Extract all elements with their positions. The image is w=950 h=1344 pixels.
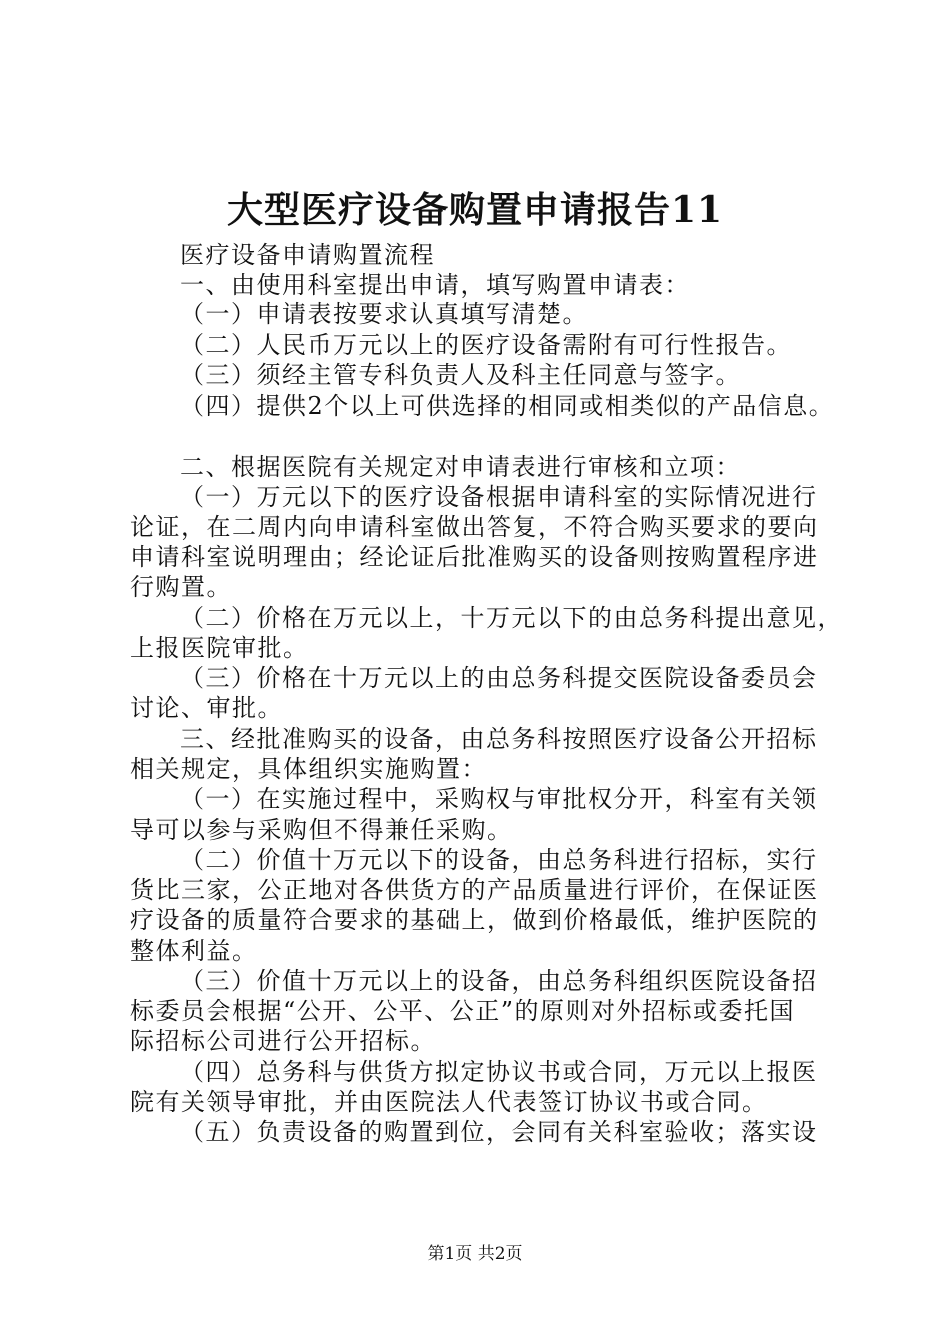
paragraph-line: 院有关领导审批，并由医院法人代表签订协议书或合同。 xyxy=(130,1088,768,1116)
paragraph-line: （一）万元以下的医疗设备根据申请科室的实际情况进行 xyxy=(180,483,818,511)
paragraph-line: 一、由使用科室提出申请，填写购置申请表： xyxy=(180,271,690,299)
paragraph-line: （二）价格在万元以上，十万元以下的由总务科提出意见， xyxy=(180,604,843,632)
paragraph-line: 论证，在二周内向申请科室做出答复，不符合购买要求的要向 xyxy=(130,513,819,541)
document-title: 大型医疗设备购置申请报告11 xyxy=(226,189,724,231)
paragraph-line: （三）价格在十万元以上的由总务科提交医院设备委员会 xyxy=(180,664,818,692)
paragraph-line: （三）价值十万元以上的设备，由总务科组织医院设备招 xyxy=(180,967,818,995)
paragraph-line: （四）总务科与供货方拟定协议书或合同，万元以上报医 xyxy=(180,1058,818,1086)
page-number: 第1页 共2页 xyxy=(427,1244,523,1264)
paragraph-line: 申请科室说明理由；经论证后批准购买的设备则按购置程序进 xyxy=(130,543,819,571)
paragraph-line: 标委员会根据“公开、公平、公正”的原则对外招标或委托国 xyxy=(130,997,796,1025)
paragraph-line: （一）申请表按要求认真填写清楚。 xyxy=(180,300,588,328)
paragraph-line: 二、根据医院有关规定对申请表进行审核和立项： xyxy=(180,453,741,481)
paragraph-line: 际招标公司进行公开招标。 xyxy=(130,1027,436,1055)
paragraph-line: 整体利益。 xyxy=(130,937,258,965)
paragraph-line: 讨论、审批。 xyxy=(130,694,283,722)
paragraph-line: 相关规定，具体组织实施购置： xyxy=(130,755,487,783)
paragraph-line: 行购置。 xyxy=(130,573,232,601)
paragraph-line: 上报医院审批。 xyxy=(130,634,309,662)
paragraph-line: 三、经批准购买的设备，由总务科按照医疗设备公开招标 xyxy=(180,725,818,753)
paragraph-line: （二）价值十万元以下的设备，由总务科进行招标，实行 xyxy=(180,846,818,874)
paragraph-line: （三）须经主管专科负责人及科主任同意与签字。 xyxy=(180,361,741,389)
paragraph-line: （二）人民币万元以上的医疗设备需附有可行性报告。 xyxy=(180,331,792,359)
paragraph-line: （四）提供2个以上可供选择的相同或相类似的产品信息。 xyxy=(180,392,835,420)
paragraph-line: 导可以参与采购但不得兼任采购。 xyxy=(130,816,513,844)
paragraph-line: 货比三家，公正地对各供货方的产品质量进行评价，在保证医 xyxy=(130,876,819,904)
paragraph-line: （一）在实施过程中，采购权与审批权分开，科室有关领 xyxy=(180,785,818,813)
paragraph-line: 疗设备的质量符合要求的基础上，做到价格最低，维护医院的 xyxy=(130,906,819,934)
paragraph-line: （五）负责设备的购置到位，会同有关科室验收；落实设 xyxy=(180,1118,818,1146)
paragraph-line: 医疗设备申请购置流程 xyxy=(180,241,435,269)
